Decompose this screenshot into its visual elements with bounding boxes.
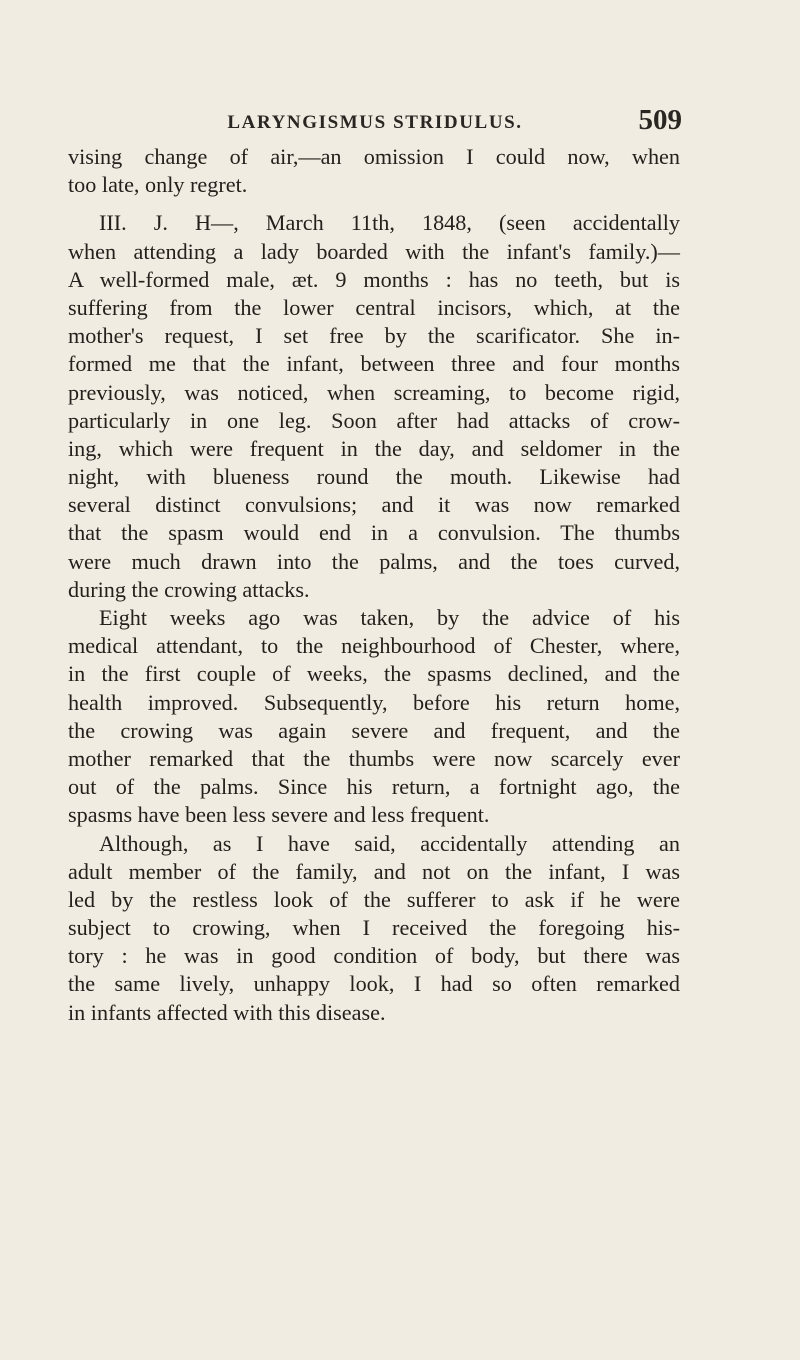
text-line: adult member of the family, and not on the infant, I was	[68, 858, 680, 884]
text-line: A well-formed male, æt. 9 months : has no teeth, but is	[68, 266, 680, 292]
text-line: ing, which were frequent in the day, and seldomer in the	[68, 435, 680, 461]
page-number: 509	[638, 104, 682, 136]
text-line: health improved. Subsequently, before his return home,	[68, 689, 680, 715]
text-line: formed me that the infant, between three and four months	[68, 351, 680, 377]
text-line: night, with blueness round the mouth. Likewise had	[68, 464, 680, 490]
text-line: that the spasm would end in a convulsion. The thumbs	[68, 520, 680, 546]
text-line: suffering from the lower central incisors, which, at the	[68, 294, 680, 320]
text-line: mother remarked that the thumbs were now scarcely ever	[68, 745, 680, 771]
text-line: medical attendant, to the neighbourhood of Chester, where,	[68, 633, 680, 659]
text-line: subject to crowing, when I received the foregoing his-	[68, 915, 680, 941]
text-line: several distinct convulsions; and it was now remarked	[68, 492, 680, 518]
running-title: LARYNGISMUS STRIDULUS.	[227, 112, 523, 133]
text-line: the same lively, unhappy look, I had so often remarked	[68, 971, 680, 997]
text-line: the crowing was again severe and frequent, and the	[68, 717, 680, 743]
text-line: during the crowing attacks.	[68, 576, 310, 602]
text-line: mother's request, I set free by the scarificator. She in-	[68, 323, 680, 349]
text-line: led by the restless look of the sufferer to ask if he were	[68, 886, 680, 912]
text-line: were much drawn into the palms, and the toes curved,	[68, 548, 680, 574]
running-head	[68, 104, 682, 138]
text-line: in the first couple of weeks, the spasms declined, and the	[68, 661, 680, 687]
text-line: out of the palms. Since his return, a fortnight ago, the	[68, 774, 680, 800]
text-line: particularly in one leg. Soon after had attacks of crow-	[68, 407, 680, 433]
text-line: in infants affected with this disease.	[68, 999, 386, 1025]
text-line: when attending a lady boarded with the infant's family.)—	[68, 238, 680, 264]
text-line: too late, only regret.	[68, 172, 248, 198]
body-text	[68, 143, 680, 1027]
text-line: vising change of air,—an omission I could now, when	[68, 144, 680, 169]
paragraph-gap	[68, 199, 680, 209]
text-line: spasms have been less severe and less frequent.	[68, 802, 490, 828]
text-line: previously, was noticed, when screaming, to become rigid,	[68, 379, 680, 405]
text-line: Although, as I have said, accidentally attending an	[99, 830, 680, 856]
text-line: tory : he was in good condition of body, but there was	[68, 943, 680, 969]
text-line: Eight weeks ago was taken, by the advice of his	[99, 605, 680, 630]
text-line: III. J. H—, March 11th, 1848, (seen accidentally	[99, 210, 680, 236]
